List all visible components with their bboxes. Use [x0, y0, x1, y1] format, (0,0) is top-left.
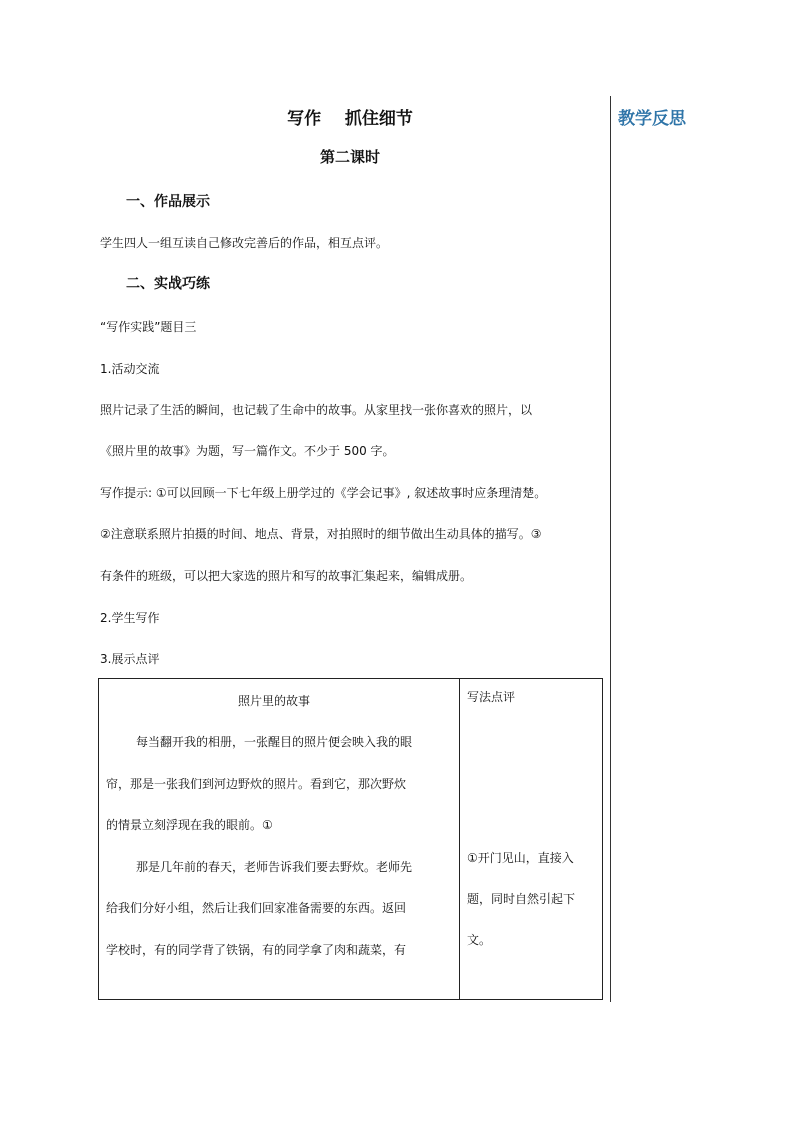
comment-line: ①开门见山，直接入 [467, 851, 574, 865]
essay-line: 那是几年前的春天，老师告诉我们要去野炊。老师先 [136, 860, 413, 874]
works-display-text: 学生四人一组互读自己修改完善后的作品，相互点评。 [100, 236, 389, 250]
comment-line: 文。 [467, 933, 492, 947]
essay-line: 的情景立刻浮现在我的眼前。① [106, 818, 273, 832]
essay-line: 给我们分好小组，然后让我们回家准备需要的东西。返回 [106, 901, 407, 915]
essay-line: 帘，那是一张我们到河边野炊的照片。看到它，那次野炊 [106, 777, 407, 791]
essay-line: 每当翻开我的相册，一张醒目的照片便会映入我的眼 [136, 735, 413, 749]
section-heading-practice: 二、实战巧练 [126, 276, 210, 292]
teaching-reflection-heading: 教学反思 [618, 109, 686, 129]
tip-line: ②注意联系照片拍摄的时间、地点、背景，对拍照时的细节做出生动具体的描写。③ [100, 527, 542, 541]
item-activity-exchange: 1.活动交流 [100, 362, 160, 376]
essay-line: 学校时，有的同学背了铁锅，有的同学拿了肉和蔬菜，有 [106, 943, 407, 957]
tip-line: 有条件的班级，可以把大家选的照片和写的故事汇集起来，编辑成册。 [100, 569, 473, 583]
item-display-review: 3.展示点评 [100, 652, 160, 666]
section-heading-works-display: 一、作品展示 [126, 194, 210, 210]
comment-line: 题，同时自然引起下 [467, 892, 576, 906]
prompt-line: 照片记录了生活的瞬间，也记载了生命中的故事。从家里找一张你喜欢的照片，以 [100, 403, 533, 417]
item-student-writing: 2.学生写作 [100, 611, 160, 625]
margin-divider-line [610, 96, 611, 1002]
lesson-subtitle: 第二课时 [319, 148, 380, 166]
comment-column-header: 写法点评 [467, 690, 516, 704]
essay-review-table [98, 678, 603, 1000]
prompt-line: 《照片里的故事》为题，写一篇作文。不少于 500 字。 [100, 444, 395, 458]
page-title: 写作 抓住细节 [287, 109, 413, 129]
table-column-divider [459, 679, 460, 999]
tip-line: 写作提示: ①可以回顾一下七年级上册学过的《学会记事》, 叙述故事时应条理清楚。 [100, 486, 547, 500]
practice-subtitle: “写作实践”题目三 [100, 320, 197, 334]
essay-title: 照片里的故事 [238, 694, 311, 708]
